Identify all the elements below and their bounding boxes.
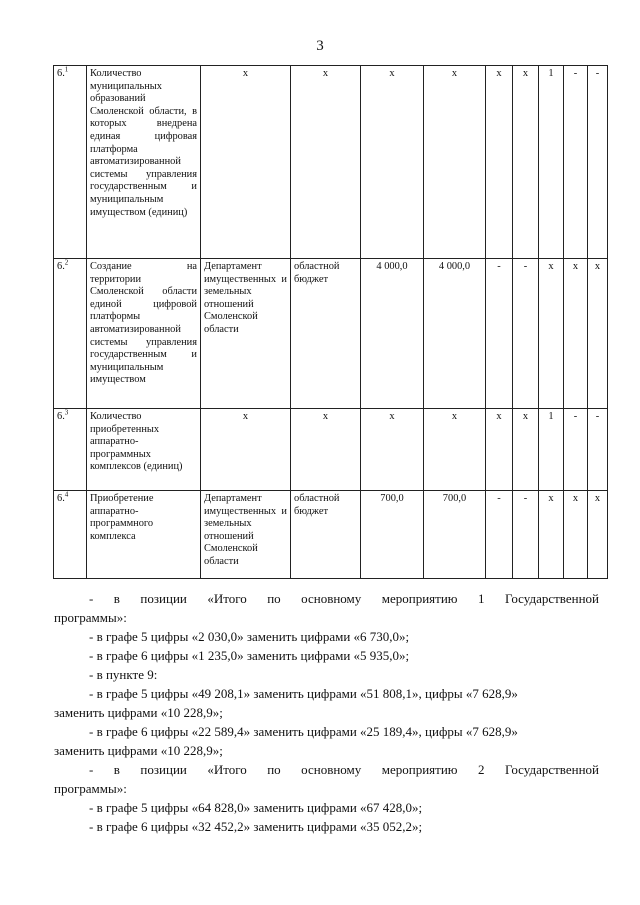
row-total: 700,0 — [361, 491, 424, 579]
row-name: Количество приобретенных аппаратно-программных комплексов (единиц) — [87, 409, 201, 491]
table-row — [54, 491, 608, 579]
row-value: - — [513, 491, 539, 579]
row-value: х — [564, 491, 588, 579]
row-value: 700,0 — [424, 491, 486, 579]
row-executor: х — [201, 66, 291, 259]
row-source: х — [291, 66, 361, 259]
row-value: х — [424, 409, 486, 491]
row-value: х — [486, 66, 513, 259]
row-source: областной бюджет — [291, 259, 361, 409]
row-number: 6.$^3$ — [54, 409, 87, 491]
row-total: х — [361, 409, 424, 491]
row-executor: х — [201, 409, 291, 491]
row-value: - — [564, 66, 588, 259]
row-value: х — [539, 259, 564, 409]
table-row — [54, 259, 608, 409]
table-row — [54, 409, 608, 491]
row-value: х — [539, 491, 564, 579]
row-value: - — [486, 491, 513, 579]
row-value: - — [513, 259, 539, 409]
row-total: 4 000,0 — [361, 259, 424, 409]
table-row — [54, 66, 608, 259]
row-value: 4 000,0 — [424, 259, 486, 409]
row-name: Количество муниципальных образований Смоленской области, в которых внедрена единая цифровая платформа автоматизированной системы управления государственным и муниципальным имуществом (единиц) — [87, 66, 201, 259]
row-value: х — [513, 409, 539, 491]
row-source: х — [291, 409, 361, 491]
row-executor: Департамент имущественных и земельных отношений Смоленской области — [201, 491, 291, 579]
row-value: - — [588, 409, 608, 491]
indicators-table — [53, 65, 608, 579]
row-executor: Департамент имущественных и земельных отношений Смоленской области — [201, 259, 291, 409]
row-number: 6.$^4$ — [54, 491, 87, 579]
row-number: 6.$^1$ — [54, 66, 87, 259]
row-source: областной бюджет — [291, 491, 361, 579]
page-number: 3 — [316, 38, 324, 54]
row-value: 1 — [539, 66, 564, 259]
row-value: х — [588, 259, 608, 409]
row-value: 1 — [539, 409, 564, 491]
row-value: х — [513, 66, 539, 259]
row-name: Создание на территории Смоленской области единой цифровой платформы автоматизированной системы управления государственным и муниципальным имуществом — [87, 259, 201, 409]
row-value: - — [588, 66, 608, 259]
row-value: - — [486, 259, 513, 409]
row-value: х — [588, 491, 608, 579]
row-value: - — [564, 409, 588, 491]
row-name: Приобретение аппаратно-программного комплекса — [87, 491, 201, 579]
row-value: х — [424, 66, 486, 259]
row-total: х — [361, 66, 424, 259]
row-number: 6.$^2$ — [54, 259, 87, 409]
row-value: х — [486, 409, 513, 491]
row-value: х — [564, 259, 588, 409]
amendment-paragraph: - в позиции «Итого по основному мероприятию 1 Государственной программы»: - в графе 5 цифры «2 030,0» заменить цифрами «6 730,0»; - в графе 6 цифры «1 235,0» заменить цифрами «5 935,0»; - в пункте 9: - в графе 5 цифры «49 208,1» заменить цифрами «51 808,1», цифры «7 628,9» заменить цифрами «10 228,9»; - в графе 6 цифры «22 589,4» заменить цифрами «25 189,4», цифры «7 628,9» заменить цифрами «10 228,9»; - в позиции «Итого по основному мероприятию 2 Государственной программы»: - в графе 5 цифры «64 828,0» заменить цифрами «67 428,0»; - в графе 6 цифры «32 452,2» заменить цифрами «35 052,2»; — [54, 591, 599, 834]
